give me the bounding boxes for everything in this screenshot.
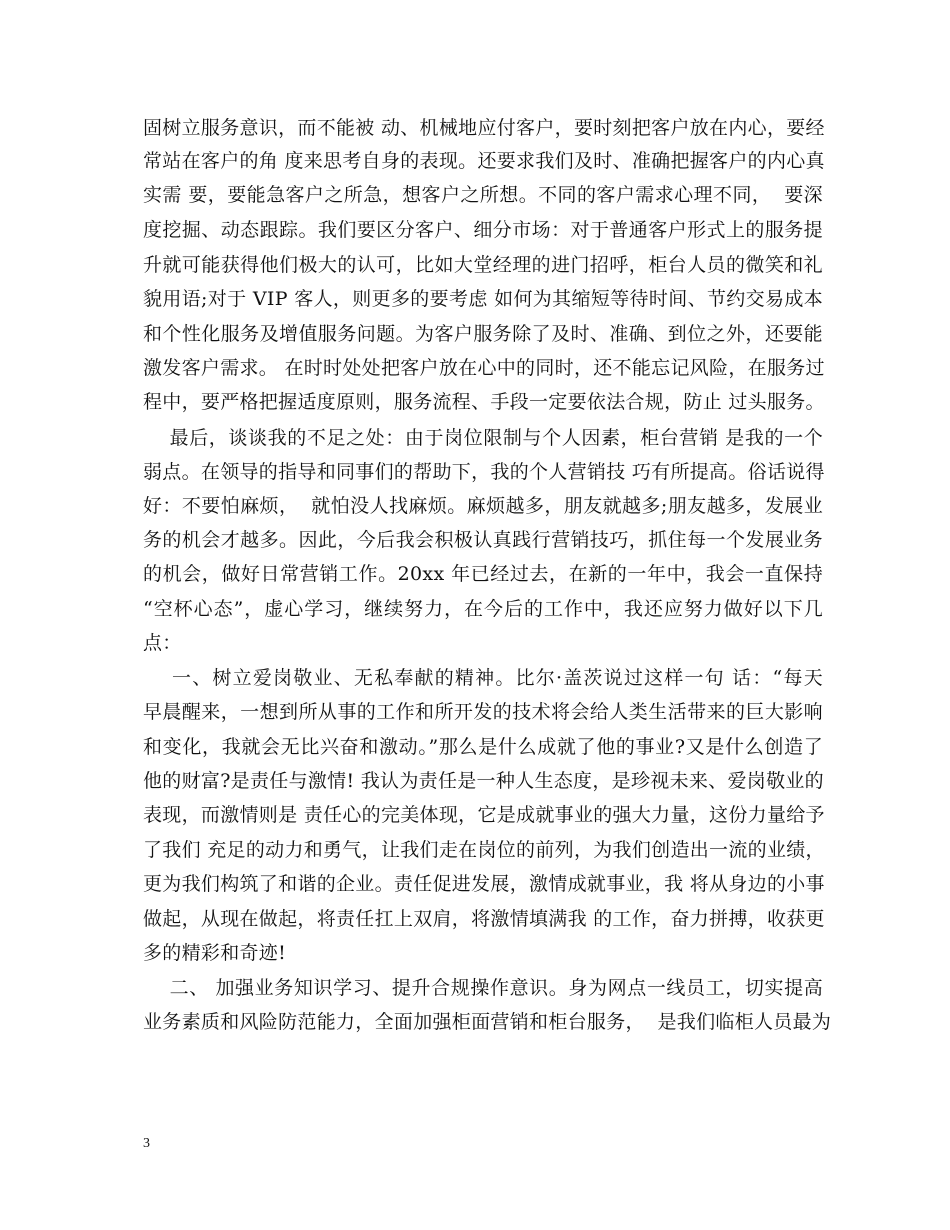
text-line: 实需 要，要能急客户之所急，想客户之所想。不同的客户需求心理不同， 要深 (143, 184, 823, 206)
text-line: 了我们 充足的动力和勇气，让我们走在岗位的前列，为我们创造出一流的业绩， (143, 839, 825, 861)
text-line: 和变化，我就会无比兴奋和激动。”那么是什么成就了他的事业?又是什么创造了 (143, 736, 823, 758)
text-line: 度挖掘、动态跟踪。我们要区分客户、细分市场：对于普通客户形式上的服务提 (143, 219, 823, 241)
text-line: 常站在客户的角 度来思考自身的表现。还要求我们及时、准确把握客户的内心真 (143, 150, 825, 172)
text-line: 多的精彩和奇迹! (143, 942, 287, 964)
text-line: 和个性化服务及增值服务问题。为客户服务除了及时、准确、到位之外，还要能 (143, 323, 823, 345)
text-line: 业务素质和风险防范能力，全面加强柜面营销和柜台服务， 是我们临柜人员最为 (143, 1011, 832, 1033)
text-line: 表现，而激情则是 责任心的完美体现，它是成就事业的强大力量，这份力量给予 (143, 804, 825, 826)
text-line: 好：不要怕麻烦， 就怕没人找麻烦。麻烦越多，朋友就越多;朋友越多，发展业 (143, 495, 823, 517)
text-line: 激发客户需求。 在时时处处把客户放在心中的同时，还不能忘记风险，在服务过 (143, 357, 825, 379)
text-line: 早晨醒来，一想到所从事的工作和所开发的技术将会给人类生活带来的巨大影响 (143, 701, 823, 723)
text-line: 他的财富?是责任与激情! 我认为责任是一种人生态度，是珍视未来、爱岗敬业的 (143, 770, 824, 792)
text-line: 一、树立爱岗敬业、无私奉献的精神。比尔·盖茨说过这样一句 话：“每天 (143, 667, 823, 689)
page-number: 3 (143, 1136, 150, 1151)
text-line: 最后，谈谈我的不足之处：由于岗位限制与个人因素，柜台营销 是我的一个 (143, 427, 823, 449)
text-line: “空杯心态”，虚心学习，继续努力，在今后的工作中，我还应努力做好以下几 (143, 598, 823, 620)
text-line: 的机会，做好日常营销工作。20xx 年已经过去，在新的一年中，我会一直保持 (143, 563, 823, 585)
text-line: 弱点。在领导的指导和同事们的帮助下，我的个人营销技 巧有所提高。俗话说得 (143, 461, 825, 483)
text-line: 做起，从现在做起，将责任扛上双肩，将激情填满我 的工作，奋力拼搏，收获更 (143, 908, 825, 930)
text-line: 点： (143, 632, 182, 654)
text-line: 务的机会才越多。因此，今后我会积极认真践行营销技巧，抓住每一个发展业务 (143, 529, 823, 551)
text-line: 升就可能获得他们极大的认可，比如大堂经理的进门招呼，柜台人员的微笑和礼 (143, 254, 823, 276)
text-line: 貌用语;对于 VIP 客人，则更多的要考虑 如何为其缩短等待时间、节约交易成本 (143, 288, 823, 310)
text-line: 程中，要严格把握适度原则，服务流程、手段一定要依法合规，防止 过头服务。 (143, 391, 825, 413)
text-line: 更为我们构筑了和谐的企业。责任促进发展，激情成就事业，我 将从身边的小事 (143, 873, 825, 895)
text-line: 二、 加强业务知识学习、提升合规操作意识。身为网点一线员工，切实提高 (143, 977, 823, 999)
text-line: 固树立服务意识，而不能被 动、机械地应付客户，要时刻把客户放在内心，要经 (143, 117, 825, 139)
